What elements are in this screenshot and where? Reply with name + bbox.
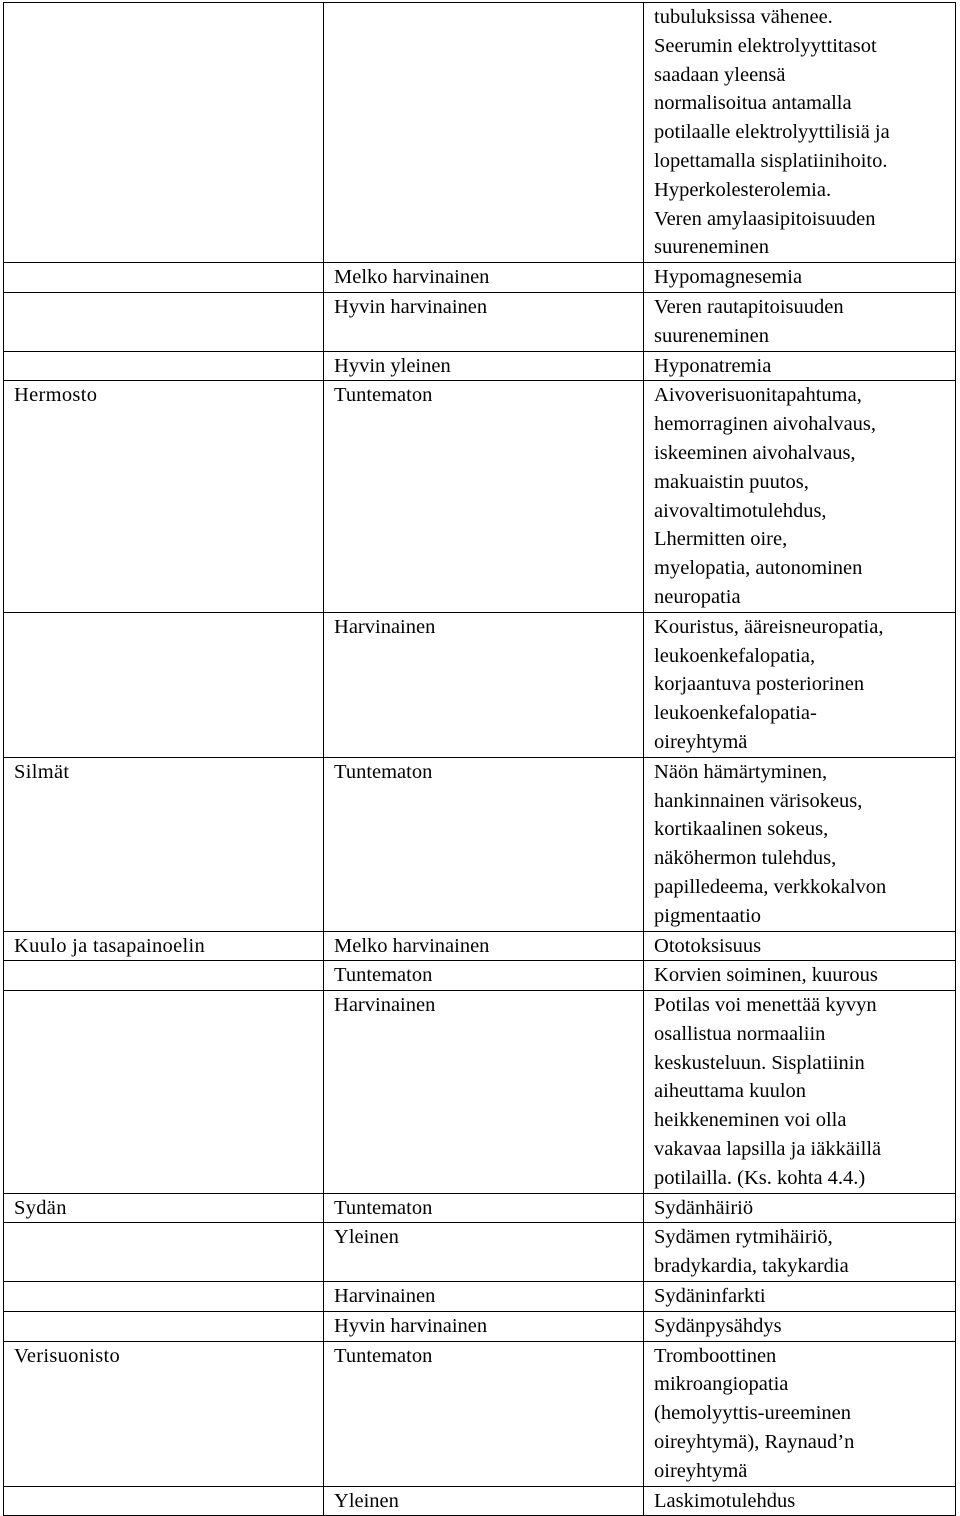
organ-class-cell — [4, 381, 324, 612]
adverse-effect-line: Sydäninfarkti — [654, 1285, 766, 1308]
adverse-effect-line: myelopatia, autonominen — [654, 557, 863, 580]
adverse-effect-line: potilaalle elektrolyyttilisiä ja — [654, 121, 890, 144]
frequency-text: Tuntematon — [334, 384, 433, 407]
adverse-effect-line: bradykardia, takykardia — [654, 1255, 849, 1278]
adverse-effect-line: aivovaltimotulehdus, — [654, 499, 827, 522]
frequency-cell — [324, 961, 644, 991]
adverse-effect-line: Hypomagnesemia — [654, 266, 803, 289]
adverse-effect-line: neuropatia — [654, 585, 741, 608]
adverse-effect-line: mikroangiopatia — [654, 1373, 789, 1396]
adverse-effect-line: Hyperkolesterolemia. — [654, 178, 832, 201]
organ-class-cell — [4, 351, 324, 381]
adverse-effect-cell — [644, 292, 956, 351]
adverse-effect-line: suureneminen — [654, 324, 770, 347]
adverse-effect-line: makuaistin puutos, — [654, 470, 809, 493]
adverse-effect-cell — [644, 1341, 956, 1486]
frequency-text: Hyvin harvinainen — [334, 295, 488, 318]
organ-class-cell — [4, 991, 324, 1194]
frequency-cell — [324, 292, 644, 351]
table-row — [4, 1486, 956, 1516]
frequency-cell — [324, 381, 644, 612]
table-row — [4, 1223, 956, 1282]
frequency-text: Harvinainen — [334, 1285, 436, 1308]
adverse-effect-line: Sydänhäiriö — [654, 1196, 754, 1219]
adverse-effect-line: suureneminen — [654, 236, 770, 259]
adverse-effect-line: keskusteluun. Sisplatiinin — [654, 1051, 865, 1074]
frequency-text: Harvinainen — [334, 615, 436, 638]
adverse-effect-cell — [644, 1311, 956, 1341]
adverse-effect-line: papilledeema, verkkokalvon — [654, 875, 887, 898]
table-row — [4, 612, 956, 757]
table-body — [4, 3, 956, 1516]
adverse-effect-line: pigmentaatio — [654, 904, 762, 927]
adverse-effect-cell — [644, 1282, 956, 1312]
organ-class-cell — [4, 961, 324, 991]
adverse-effect-cell — [644, 612, 956, 757]
adverse-effect-line: Näön hämärtyminen, — [654, 760, 828, 783]
organ-class-cell — [4, 1223, 324, 1282]
adverse-effect-line: Tromboottinen — [654, 1344, 777, 1367]
organ-class-cell — [4, 292, 324, 351]
frequency-cell — [324, 1311, 644, 1341]
adverse-effect-line: osallistua normaaliin — [654, 1022, 826, 1045]
adverse-effect-line: Ototoksisuus — [654, 934, 762, 957]
organ-class-cell — [4, 263, 324, 293]
adverse-effect-cell — [644, 1193, 956, 1223]
frequency-cell — [324, 1486, 644, 1516]
adverse-effect-line: Sydänpysähdys — [654, 1314, 782, 1337]
table-row — [4, 381, 956, 612]
frequency-cell — [324, 1193, 644, 1223]
table-row — [4, 3, 956, 263]
adverse-effect-line: Aivoverisuonitapahtuma, — [654, 384, 862, 407]
table-row — [4, 292, 956, 351]
adverse-effect-line: näköhermon tulehdus, — [654, 847, 837, 870]
adverse-effect-line: leukoenkefalopatia, — [654, 644, 816, 667]
adverse-effect-cell — [644, 3, 956, 263]
adverse-effect-line: leukoenkefalopatia- — [654, 702, 817, 725]
organ-class-cell — [4, 1311, 324, 1341]
organ-class-cell — [4, 931, 324, 961]
adverse-effect-line: Hyponatremia — [654, 354, 772, 377]
adverse-effect-line: (hemolyyttis-ureeminen — [654, 1402, 852, 1425]
table-row — [4, 991, 956, 1194]
frequency-cell — [324, 612, 644, 757]
adverse-effect-cell — [644, 1223, 956, 1282]
frequency-cell — [324, 991, 644, 1194]
table-row — [4, 1341, 956, 1486]
organ-class-text: Kuulo ja tasapainoelin — [14, 934, 206, 957]
frequency-text: Tuntematon — [334, 1196, 433, 1219]
frequency-cell — [324, 931, 644, 961]
table-row — [4, 1311, 956, 1341]
adverse-effect-line: korjaantuva posteriorinen — [654, 673, 865, 696]
frequency-cell — [324, 1223, 644, 1282]
adverse-effect-line: kortikaalinen sokeus, — [654, 818, 829, 841]
frequency-cell — [324, 3, 644, 263]
adverse-effect-cell — [644, 757, 956, 931]
adverse-effects-table — [3, 2, 956, 1516]
adverse-effect-line: vakavaa lapsilla ja iäkkäillä — [654, 1138, 882, 1161]
organ-class-cell — [4, 3, 324, 263]
adverse-effect-line: Veren amylaasipitoisuuden — [654, 207, 876, 230]
organ-class-text: Hermosto — [14, 384, 98, 407]
adverse-effect-line: Veren rautapitoisuuden — [654, 295, 844, 318]
frequency-text: Melko harvinainen — [334, 266, 490, 289]
frequency-text: Tuntematon — [334, 760, 433, 783]
frequency-text: Melko harvinainen — [334, 934, 490, 957]
frequency-text: Yleinen — [334, 1226, 399, 1249]
organ-class-cell — [4, 757, 324, 931]
frequency-text: Yleinen — [334, 1489, 399, 1512]
adverse-effect-line: aiheuttama kuulon — [654, 1080, 807, 1103]
organ-class-cell — [4, 1486, 324, 1516]
table-row — [4, 931, 956, 961]
adverse-effect-cell — [644, 351, 956, 381]
frequency-text: Harvinainen — [334, 994, 436, 1017]
adverse-effect-line: Sydämen rytmihäiriö, — [654, 1226, 833, 1249]
adverse-effect-line: tubuluksissa vähenee. — [654, 6, 833, 28]
adverse-effect-line: hemorraginen aivohalvaus, — [654, 413, 877, 436]
frequency-cell — [324, 1341, 644, 1486]
organ-class-cell — [4, 612, 324, 757]
adverse-effect-line: Kouristus, ääreisneuropatia, — [654, 615, 884, 638]
adverse-effect-line: iskeeminen aivohalvaus, — [654, 441, 856, 464]
frequency-text: Tuntematon — [334, 964, 433, 987]
frequency-cell — [324, 351, 644, 381]
adverse-effect-line: oireyhtymä — [654, 730, 748, 753]
organ-class-cell — [4, 1282, 324, 1312]
frequency-text: Hyvin harvinainen — [334, 1314, 488, 1337]
table-row — [4, 351, 956, 381]
adverse-effect-cell — [644, 931, 956, 961]
adverse-effect-line: Korvien soiminen, kuurous — [654, 964, 878, 987]
adverse-effect-line: hankinnainen värisokeus, — [654, 789, 863, 812]
adverse-effect-line: Lhermitten oire, — [654, 528, 788, 551]
adverse-effect-line: oireyhtymä — [654, 1459, 748, 1482]
organ-class-cell — [4, 1193, 324, 1223]
adverse-effect-cell — [644, 381, 956, 612]
table-row — [4, 263, 956, 293]
table-row — [4, 1193, 956, 1223]
adverse-effect-line: oireyhtymä), Raynaud’n — [654, 1431, 855, 1454]
table-row — [4, 1282, 956, 1312]
frequency-cell — [324, 263, 644, 293]
adverse-effect-line: lopettamalla sisplatiinihoito. — [654, 149, 888, 172]
adverse-effect-cell — [644, 263, 956, 293]
adverse-effect-line: Seerumin elektrolyyttitasot — [654, 34, 877, 57]
adverse-effect-line: normalisoitua antamalla — [654, 92, 852, 115]
table-row — [4, 757, 956, 931]
organ-class-cell — [4, 1341, 324, 1486]
organ-class-text: Silmät — [14, 760, 70, 783]
frequency-cell — [324, 1282, 644, 1312]
table-row — [4, 961, 956, 991]
frequency-text: Hyvin yleinen — [334, 354, 451, 377]
adverse-effect-cell — [644, 1486, 956, 1516]
adverse-effect-cell — [644, 991, 956, 1194]
frequency-cell — [324, 757, 644, 931]
adverse-effect-line: heikkeneminen voi olla — [654, 1109, 847, 1132]
adverse-effect-line: Potilas voi menettää kyvyn — [654, 994, 877, 1017]
adverse-effect-cell — [644, 961, 956, 991]
frequency-text: Tuntematon — [334, 1344, 433, 1367]
organ-class-text: Sydän — [14, 1196, 67, 1219]
adverse-effect-line: Laskimotulehdus — [654, 1489, 796, 1512]
adverse-effect-line: potilailla. (Ks. kohta 4.4.) — [654, 1166, 866, 1189]
adverse-effect-line: saadaan yleensä — [654, 63, 786, 86]
organ-class-text: Verisuonisto — [14, 1344, 121, 1367]
